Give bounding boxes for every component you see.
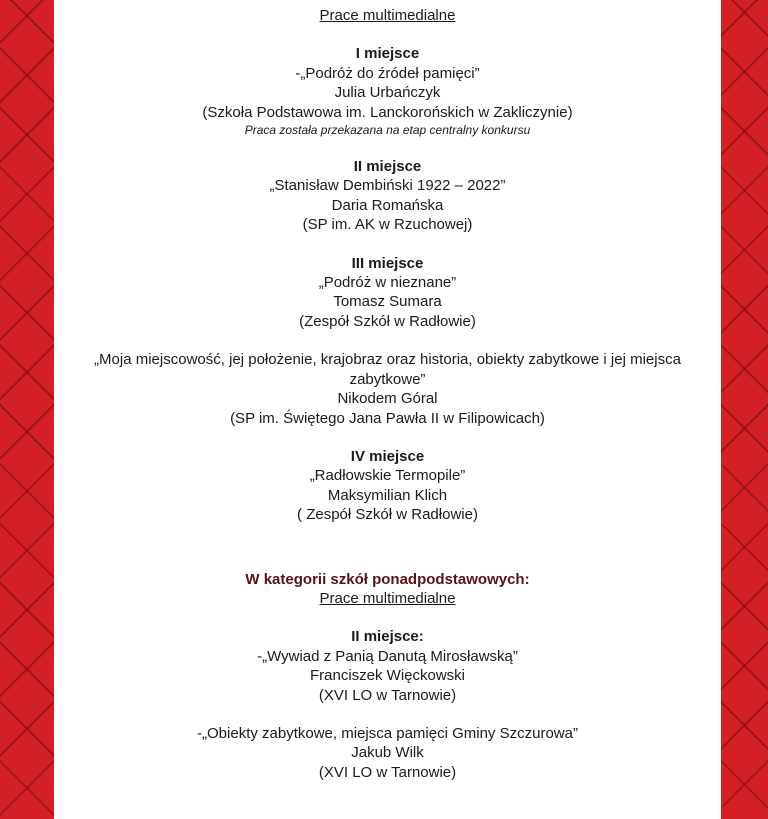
school-name: (Zespół Szkół w Radłowie) [299,312,476,330]
author-name: Nikodem Góral [337,390,438,408]
section-heading: Prace multimedialne [319,7,456,24]
category-heading: W kategorii szkół ponadpodstawowych: [245,570,530,588]
school-name: ( Zespół Szkół w Radłowie) [297,506,478,524]
place-label: I miejsce [355,45,420,63]
work-title: „Radłowskie Termopile” [309,467,466,485]
place-label: III miejsce [351,254,424,272]
place-label: II miejsce [353,158,422,176]
author-name: Jakub Wilk [351,744,424,762]
work-title: „Stanisław Dembiński 1922 – 2022” [269,177,506,195]
work-title: „Podróż w nieznane” [318,274,457,292]
note-text: Praca została przekazana na etap centralny konkursu [244,123,531,138]
school-name: (XVI LO w Tarnowie) [318,763,457,781]
author-name: Maksymilian Klich [327,486,448,504]
work-title: -„Wywiad z Panią Danutą Mirosławską” [257,647,518,665]
author-name: Julia Urbańczyk [334,84,441,102]
place-label: IV miejsce [350,447,425,465]
author-name: Franciszek Więckowski [309,667,466,685]
school-name: (SP im. Świętego Jana Pawła II w Filipowicach) [230,409,545,427]
school-name: (SP im. AK w Rzuchowej) [302,216,473,234]
author-name: Daria Romańska [331,196,444,214]
work-title: „Moja miejscowość, jej położenie, krajobraz oraz historia, obiekty zabytkowe i jej miejsca zabytkowe” [94,351,681,388]
work-title: -„Obiekty zabytkowe, miejsca pamięci Gminy Szczurowa” [197,724,578,742]
left-decorative-border [0,0,54,819]
place-label: II miejsce: [351,628,424,646]
author-name: Tomasz Sumara [333,293,442,311]
school-name: (XVI LO w Tarnowie) [318,686,457,704]
section-heading: Prace multimedialne [319,589,456,607]
document-page [54,0,721,819]
school-name: (Szkoła Podstawowa im. Lanckorońskich w Zakliczynie) [202,103,573,121]
results-list [54,0,721,782]
right-decorative-border [721,0,768,819]
work-title: -„Podróż do źródeł pamięci” [295,64,480,82]
